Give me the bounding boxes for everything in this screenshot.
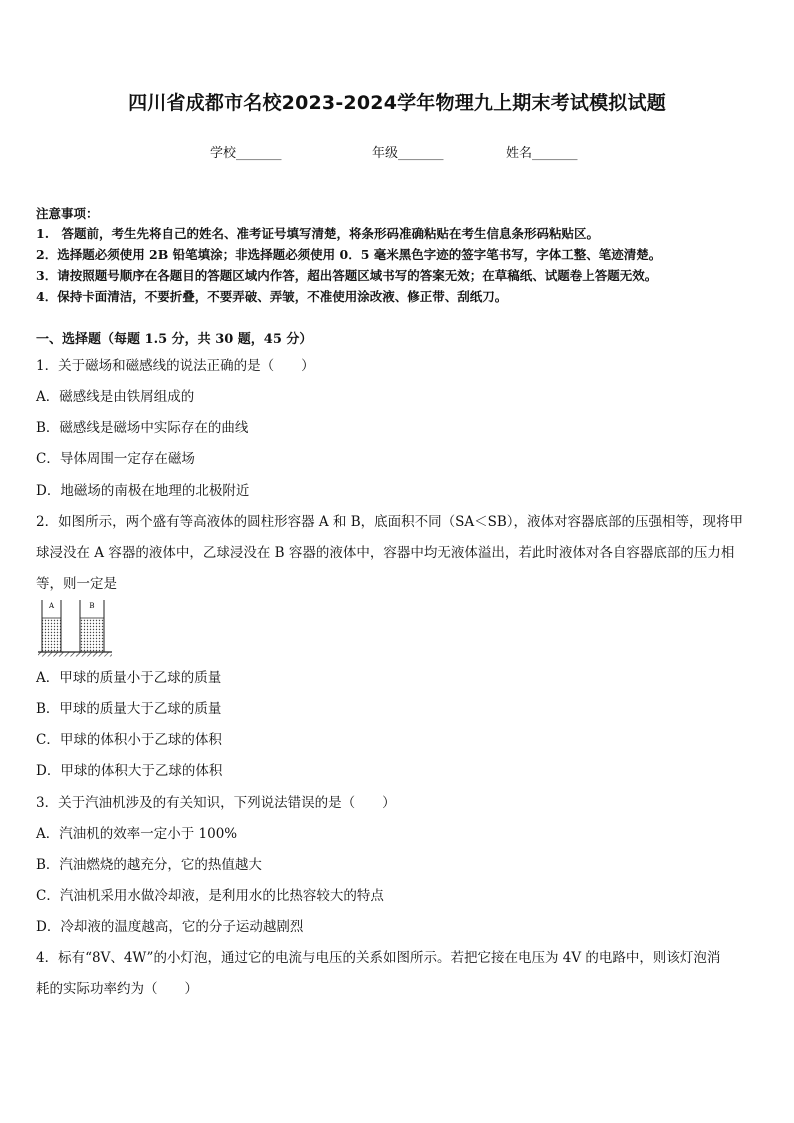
ground-hatch — [38, 653, 112, 657]
q1-option-a: A．磁感线是由铁屑组成的 — [36, 389, 195, 405]
q2-stem-line: 等，则一定是 — [36, 576, 117, 592]
container-b-label: B — [89, 602, 95, 610]
name-field: 姓名_______ — [506, 146, 578, 161]
q2-option-a: A．甲球的质量小于乙球的质量 — [36, 670, 222, 686]
q2-option-b: B．甲球的质量大于乙球的质量 — [36, 701, 222, 717]
school-field: 学校_______ — [210, 146, 282, 161]
notice-heading: 注意事项： — [36, 206, 99, 221]
q3-stem: 3．关于汽油机涉及的有关知识，下列说法错误的是（ ） — [36, 795, 396, 811]
notice-item: 3．请按照题号顺序在各题目的答题区域内作答，超出答题区域书写的答案无效；在草稿纸、试题卷上答题无效。 — [36, 268, 658, 283]
grade-field: 年级_______ — [372, 146, 444, 161]
container-a-liquid — [42, 618, 61, 652]
notice-item: 1. 答题前，考生先将自己的姓名、准考证号填写清楚，将条形码准确粘贴在考生信息条形码粘贴区。 — [36, 226, 600, 241]
q3-option-c: C．汽油机采用水做冷却液，是利用水的比热容较大的特点 — [36, 888, 384, 904]
notice-item: 2．选择题必须使用 2B 铅笔填涂；非选择题必须使用 0．5 毫米黑色字迹的签字笔书写，字体工整、笔迹清楚。 — [36, 247, 662, 262]
q1-stem: 1．关于磁场和磁感线的说法正确的是（ ） — [36, 358, 315, 374]
q3-option-d: D．冷却液的温度越高，它的分子运动越剧烈 — [36, 919, 304, 935]
page-title: 四川省成都市名校2023-2024学年物理九上期末考试模拟试题 — [128, 92, 666, 114]
q3-option-a: A．汽油机的效率一定小于 100% — [36, 826, 238, 842]
q2-option-c: C．甲球的体积小于乙球的体积 — [36, 732, 222, 748]
section-heading: 一、选择题（每题 1.5 分，共 30 题，45 分） — [36, 332, 313, 347]
q3-option-b: B．汽油燃烧的越充分，它的热值越大 — [36, 857, 262, 873]
q1-option-d: D．地磁场的南极在地理的北极附近 — [36, 483, 250, 499]
containers-figure — [38, 598, 118, 658]
q2-stem-line: 2．如图所示，两个盛有等高液体的圆柱形容器 A 和 B，底面积不同（SA＜SB），液体对容器底部的压强相等，现将甲 — [36, 514, 744, 530]
q1-option-c: C．导体周围一定存在磁场 — [36, 451, 195, 467]
q2-option-d: D．甲球的体积大于乙球的体积 — [36, 763, 223, 779]
container-b-liquid — [80, 618, 104, 652]
notice-item: 4．保持卡面清洁，不要折叠，不要弄破、弄皱，不准使用涂改液、修正带、刮纸刀。 — [36, 289, 508, 304]
container-a-label: A — [48, 602, 55, 610]
q2-stem-line: 球浸没在 A 容器的液体中，乙球浸没在 B 容器的液体中，容器中均无液体溢出，若此时液体对各自容器底部的压力相 — [36, 545, 735, 561]
q4-stem-line: 耗的实际功率约为（ ） — [36, 981, 198, 997]
q1-option-b: B．磁感线是磁场中实际存在的曲线 — [36, 420, 249, 436]
q4-stem-line: 4．标有“8V、4W”的小灯泡，通过它的电流与电压的关系如图所示。若把它接在电压为 4V 的电路中，则该灯泡消 — [36, 950, 721, 966]
